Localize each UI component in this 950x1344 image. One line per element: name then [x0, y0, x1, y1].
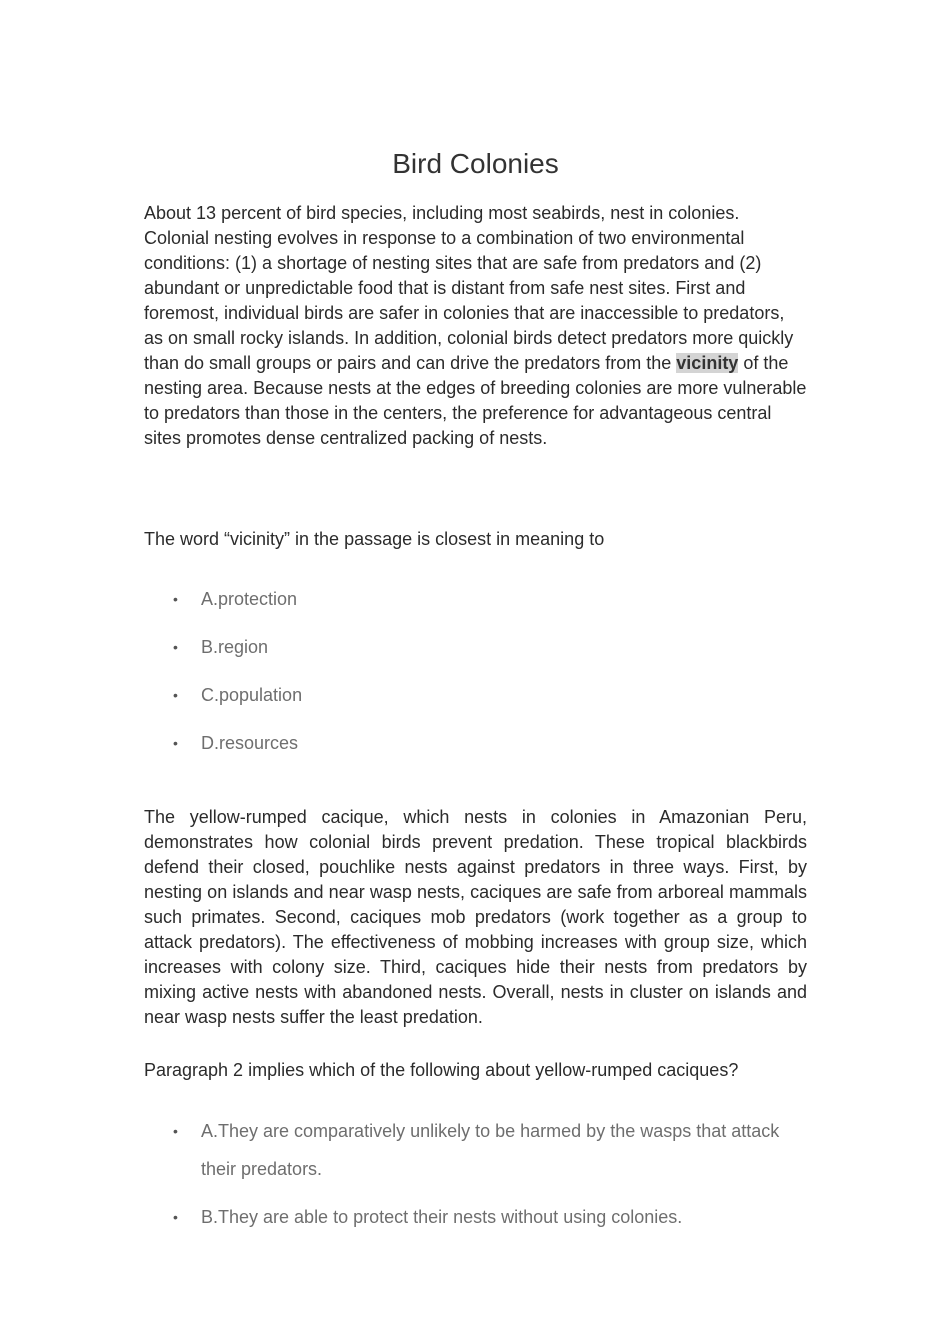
bullet-icon: • — [173, 1123, 178, 1139]
passage-paragraph-1 — [144, 201, 807, 451]
bullet-icon: • — [173, 735, 178, 751]
question-2-prompt: Paragraph 2 implies which of the following about yellow-rumped caciques? — [144, 1060, 739, 1080]
paragraph-1-text-before: About 13 percent of bird species, including most seabirds, nest in colonies. Colonial nesting evolves in response to a combination of two environmental conditions: (1) a shortage of nesting sites that are safe from predators and (2) abundant or unpredictable food that is distant from safe nest sites. First and foremost, individual birds are safer in colonies that are inaccessible to predators, as on small rocky islands. In addition, colonial birds detect predators more quickly than do small groups or pairs and can drive the predators from the — [144, 203, 794, 373]
question-1-option-b[interactable] — [144, 635, 807, 660]
passage-paragraph-2: The yellow-rumped cacique, which nests in colonies in Amazonian Peru, demonstrates how colonial birds prevent predation. These tropical blackbirds defend their closed, pouchlike nests against predators in three ways. First, by nesting on islands and near wasp nests, caciques are safe from arboreal mammals such primates. Second, caciques mob predators (work together as a group to attack predators). The effectiveness of mobbing increases with group size, which increases with colony size. Third, caciques hide their nests from predators by mixing active nests with abandoned nests. Overall, nests in cluster on islands and near wasp nests suffer the least predation. — [144, 807, 807, 1027]
option-label: D.resources — [201, 733, 299, 753]
question-2-options — [144, 1118, 807, 1246]
highlighted-word: vicinity — [676, 353, 739, 373]
bullet-icon: • — [173, 639, 178, 655]
question-1-options — [144, 587, 807, 779]
option-label: A.protection — [201, 589, 298, 609]
question-2-option-b[interactable] — [144, 1198, 807, 1236]
option-label: A.They are comparatively unlikely to be harmed by the wasps that attack their predators. — [201, 1121, 780, 1179]
question-1-option-c[interactable] — [144, 683, 807, 708]
bullet-icon: • — [173, 1209, 178, 1225]
option-label: C.population — [201, 685, 303, 705]
bullet-icon: • — [173, 687, 178, 703]
paragraph-1-text-after: of the nesting area. Because nests at the edges of breeding colonies are more vulnerable to predators than those in the centers, the preference for advantageous central sites promotes dense centralized packing of nests. — [144, 353, 807, 448]
question-2-option-a[interactable] — [144, 1112, 807, 1188]
question-1-prompt: The word “vicinity” in the passage is closest in meaning to — [144, 529, 605, 549]
option-label: B.region — [201, 637, 269, 657]
option-label: B.They are able to protect their nests without using colonies. — [201, 1207, 683, 1227]
page-title: Bird Colonies — [392, 148, 559, 179]
question-1-option-d[interactable] — [144, 731, 807, 756]
bullet-icon: • — [173, 591, 178, 607]
question-1-option-a[interactable] — [144, 587, 807, 612]
